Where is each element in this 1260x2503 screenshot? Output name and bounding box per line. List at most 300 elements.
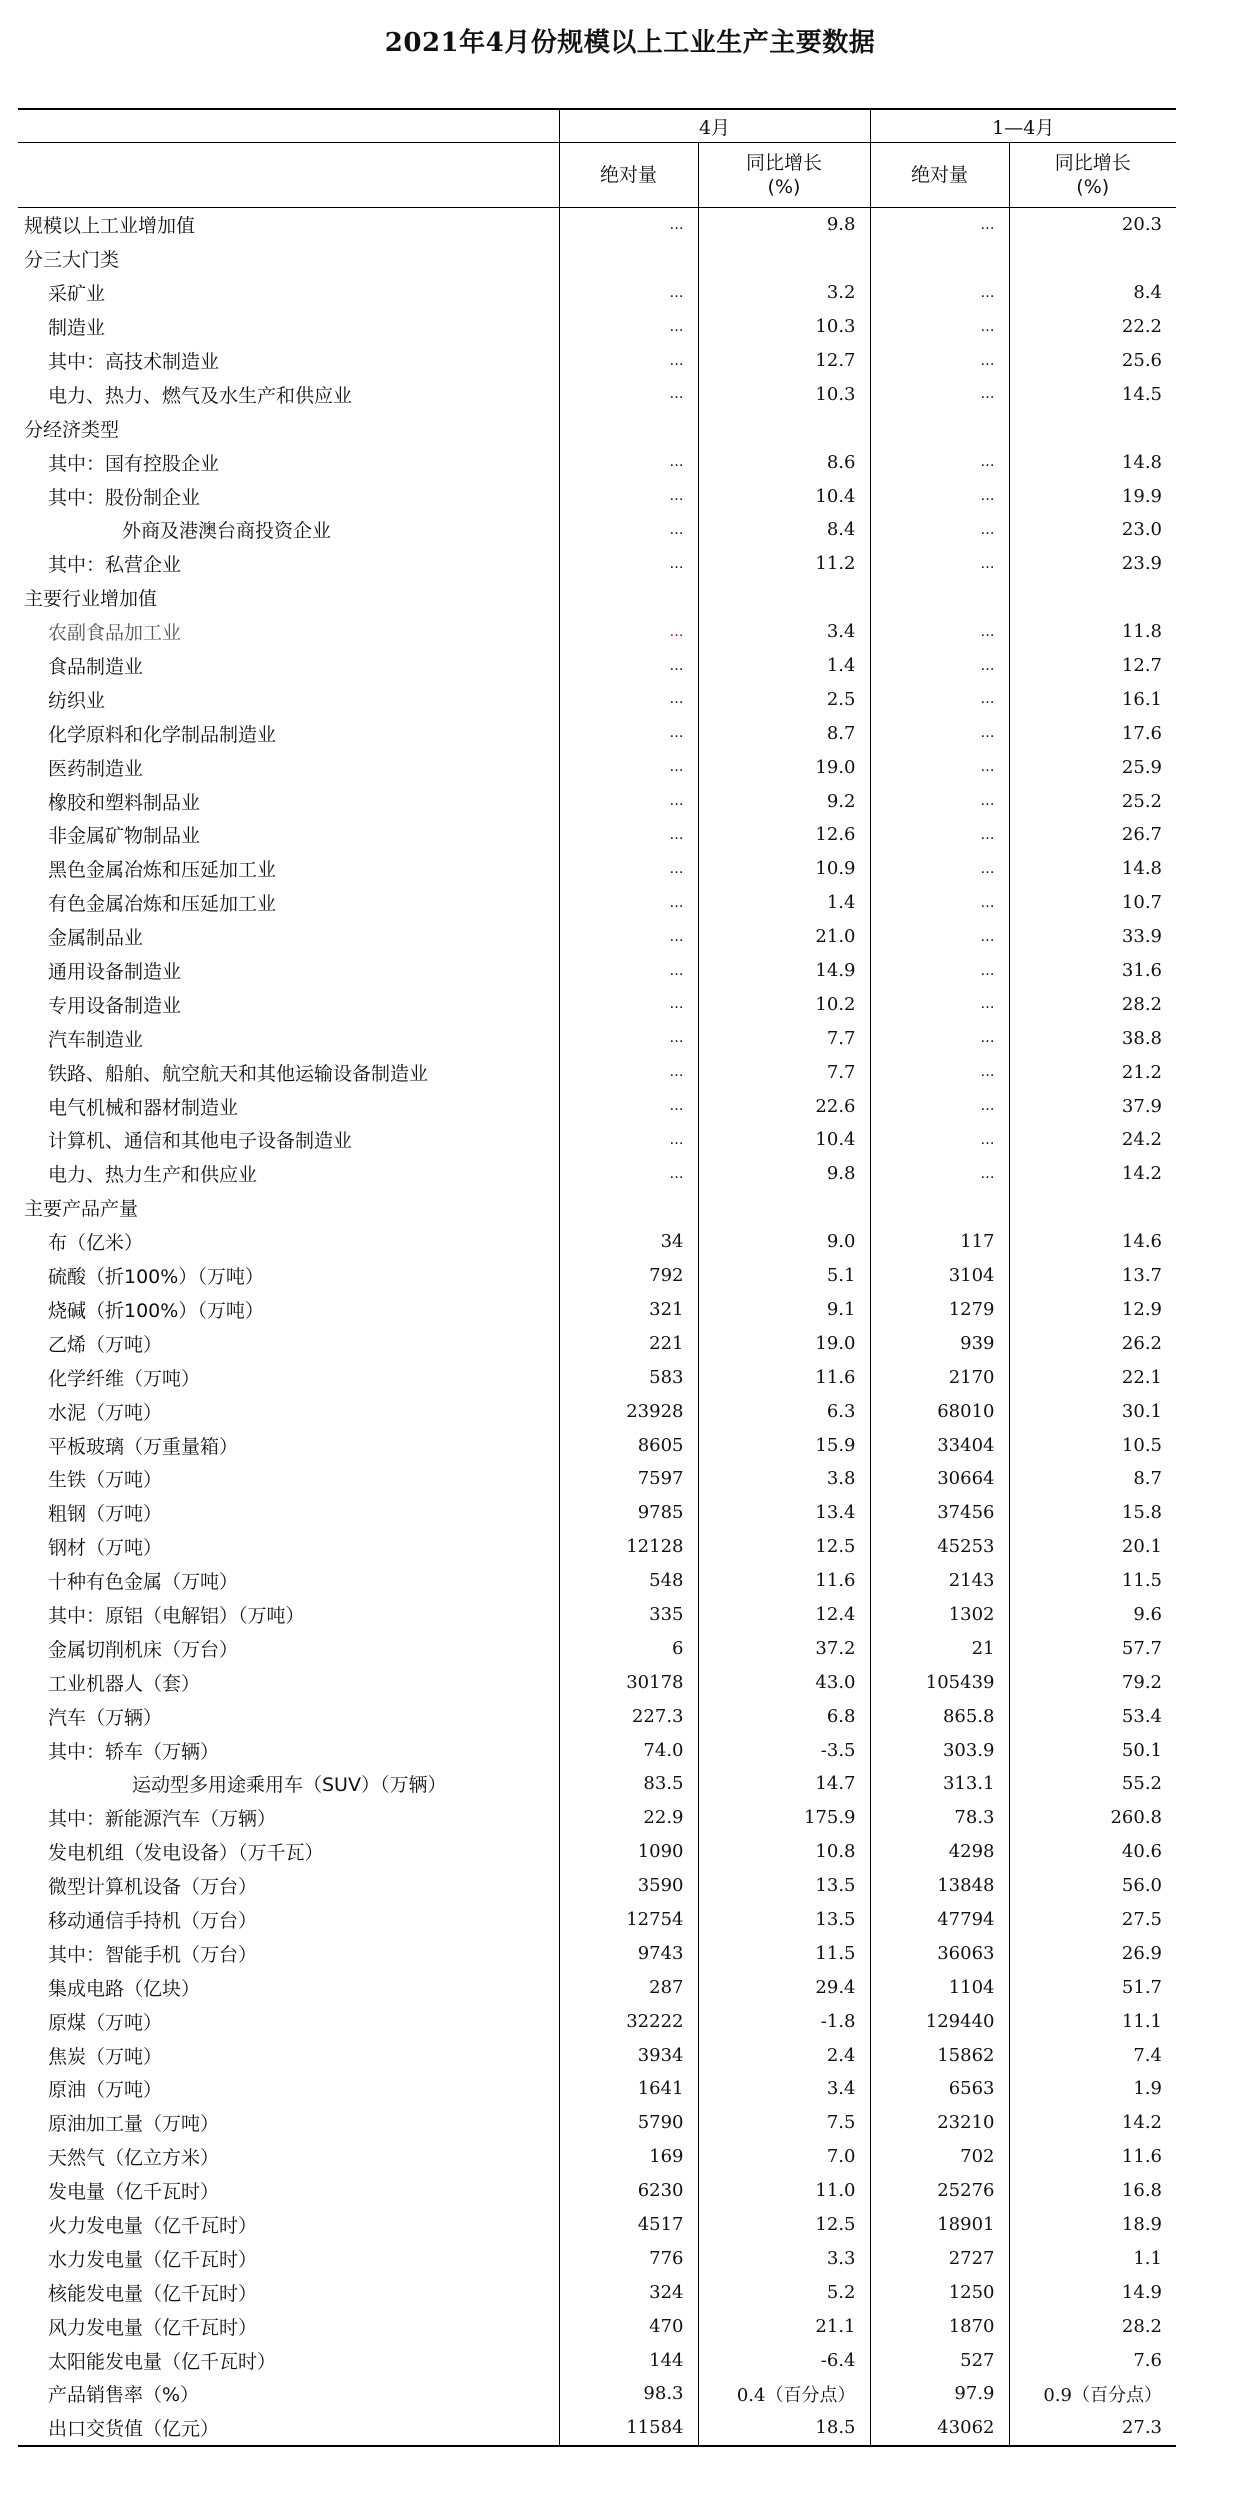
cell-month-yoy: 2.5 xyxy=(698,682,870,716)
cell-ytd-abs: 43062 xyxy=(870,2411,1009,2446)
row-label: 焦炭（万吨） xyxy=(48,2045,163,2068)
cell-ytd-yoy: 38.8 xyxy=(1009,1021,1176,1055)
cell-month-abs: 335 xyxy=(559,1598,698,1632)
cell-month-yoy: 7.7 xyxy=(698,1055,870,1089)
cell-month-yoy: 3.4 xyxy=(698,2072,870,2106)
table-row xyxy=(18,2208,1176,2242)
header-yoy-month xyxy=(698,143,870,208)
row-label: 原煤（万吨） xyxy=(48,2011,163,2034)
row-label: 其中：轿车（万辆） xyxy=(48,1740,220,1763)
cell-month-yoy: 9.8 xyxy=(698,1157,870,1191)
cell-month-abs: 1090 xyxy=(559,1835,698,1869)
table-row xyxy=(18,1157,1176,1191)
cell-month-abs: 9743 xyxy=(559,1936,698,1970)
row-label: 天然气（亿立方米） xyxy=(48,2147,220,2170)
cell-month-abs: 144 xyxy=(559,2343,698,2377)
header-yoy-label: 同比增长 xyxy=(745,152,822,174)
cell-ytd-abs: 702 xyxy=(870,2140,1009,2174)
cell-ytd-abs: 865.8 xyxy=(870,1699,1009,1733)
cell-ytd-abs: 68010 xyxy=(870,1394,1009,1428)
table-row xyxy=(18,1631,1176,1665)
cell-ytd-abs xyxy=(870,411,1009,445)
cell-month-abs: 83.5 xyxy=(559,1767,698,1801)
table-row xyxy=(18,1293,1176,1327)
cell-month-abs: 22.9 xyxy=(559,1801,698,1835)
cell-month-abs: 8605 xyxy=(559,1428,698,1462)
cell-ytd-abs: 527 xyxy=(870,2343,1009,2377)
cell-ytd-abs: 939 xyxy=(870,1326,1009,1360)
cell-month-yoy: 10.3 xyxy=(698,377,870,411)
cell-month-abs: … xyxy=(559,818,698,852)
cell-month-yoy: 11.5 xyxy=(698,1936,870,1970)
cell-month-yoy: 12.4 xyxy=(698,1598,870,1632)
row-label: 产品销售率（%） xyxy=(48,2384,200,2407)
cell-month-yoy: 8.7 xyxy=(698,716,870,750)
cell-month-abs: 74.0 xyxy=(559,1733,698,1767)
table-row xyxy=(18,242,1176,276)
cell-ytd-abs: … xyxy=(870,377,1009,411)
table-row xyxy=(18,2377,1176,2411)
table-row xyxy=(18,1326,1176,1360)
cell-month-abs: … xyxy=(559,445,698,479)
cell-ytd-abs: 6563 xyxy=(870,2072,1009,2106)
row-label: 电力、热力生产和供应业 xyxy=(48,1164,258,1187)
cell-month-abs: 5790 xyxy=(559,2106,698,2140)
cell-month-yoy: 21.1 xyxy=(698,2309,870,2343)
cell-ytd-yoy: 7.4 xyxy=(1009,2038,1176,2072)
cell-ytd-yoy: 24.2 xyxy=(1009,1123,1176,1157)
cell-ytd-yoy xyxy=(1009,581,1176,615)
cell-month-abs: 98.3 xyxy=(559,2377,698,2411)
table-row xyxy=(18,784,1176,818)
cell-ytd-abs: … xyxy=(870,1055,1009,1089)
row-label: 电气机械和器材制造业 xyxy=(48,1096,239,1119)
table-row xyxy=(18,377,1176,411)
table-row xyxy=(18,2106,1176,2140)
cell-month-yoy: 6.8 xyxy=(698,1699,870,1733)
cell-month-yoy: 1.4 xyxy=(698,886,870,920)
cell-ytd-yoy: 37.9 xyxy=(1009,1089,1176,1123)
cell-ytd-yoy: 79.2 xyxy=(1009,1665,1176,1699)
table-row xyxy=(18,1191,1176,1225)
cell-ytd-abs: … xyxy=(870,1021,1009,1055)
cell-month-abs: … xyxy=(559,547,698,581)
cell-ytd-yoy xyxy=(1009,1191,1176,1225)
row-label: 集成电路（亿块） xyxy=(48,1977,201,2000)
cell-ytd-abs: 1279 xyxy=(870,1293,1009,1327)
cell-ytd-yoy: 11.1 xyxy=(1009,2004,1176,2038)
cell-month-abs: 6230 xyxy=(559,2174,698,2208)
cell-month-yoy: 37.2 xyxy=(698,1631,870,1665)
cell-month-yoy: 0.4（百分点） xyxy=(698,2377,870,2411)
cell-ytd-yoy: 14.8 xyxy=(1009,445,1176,479)
cell-ytd-yoy: 11.8 xyxy=(1009,615,1176,649)
cell-month-yoy: 14.7 xyxy=(698,1767,870,1801)
row-label: 平板玻璃（万重量箱） xyxy=(48,1435,239,1458)
cell-ytd-abs: … xyxy=(870,547,1009,581)
table-row xyxy=(18,1665,1176,1699)
header-yoy-ytd xyxy=(1009,143,1176,208)
cell-month-yoy: 9.0 xyxy=(698,1225,870,1259)
row-label: 黑色金属冶炼和压延加工业 xyxy=(48,859,277,882)
cell-month-abs: 3590 xyxy=(559,1869,698,1903)
row-label: 原油加工量（万吨） xyxy=(48,2113,220,2136)
table-row xyxy=(18,2072,1176,2106)
cell-ytd-abs: … xyxy=(870,513,1009,547)
cell-ytd-abs: 1302 xyxy=(870,1598,1009,1632)
cell-month-abs xyxy=(559,242,698,276)
table-row xyxy=(18,2241,1176,2275)
cell-ytd-yoy: 26.7 xyxy=(1009,818,1176,852)
row-label: 其中：原铝（电解铝）（万吨） xyxy=(48,1604,305,1627)
cell-month-abs: … xyxy=(559,1123,698,1157)
cell-ytd-abs: … xyxy=(870,344,1009,378)
cell-month-yoy: 12.5 xyxy=(698,1530,870,1564)
cell-ytd-abs: … xyxy=(870,750,1009,784)
row-label: 水力发电量（亿千瓦时） xyxy=(48,2248,258,2271)
cell-month-yoy: 5.1 xyxy=(698,1259,870,1293)
cell-month-yoy: 10.4 xyxy=(698,1123,870,1157)
row-label: 制造业 xyxy=(48,317,106,340)
table-row xyxy=(18,852,1176,886)
cell-month-yoy: 9.8 xyxy=(698,208,870,242)
cell-month-yoy: 10.3 xyxy=(698,310,870,344)
cell-ytd-yoy: 10.7 xyxy=(1009,886,1176,920)
cell-ytd-yoy: 26.2 xyxy=(1009,1326,1176,1360)
cell-ytd-abs xyxy=(870,1191,1009,1225)
row-label: 医药制造业 xyxy=(48,757,144,780)
cell-ytd-yoy: 16.1 xyxy=(1009,682,1176,716)
cell-ytd-yoy: 28.2 xyxy=(1009,2309,1176,2343)
cell-month-abs: … xyxy=(559,852,698,886)
cell-ytd-abs: 47794 xyxy=(870,1903,1009,1937)
table-row xyxy=(18,2343,1176,2377)
cell-ytd-abs: … xyxy=(870,479,1009,513)
row-label: 计算机、通信和其他电子设备制造业 xyxy=(48,1130,353,1153)
cell-month-yoy: -3.5 xyxy=(698,1733,870,1767)
cell-month-abs: 324 xyxy=(559,2275,698,2309)
cell-month-yoy: 10.9 xyxy=(698,852,870,886)
cell-month-abs: 34 xyxy=(559,1225,698,1259)
cell-month-yoy: 21.0 xyxy=(698,920,870,954)
row-label: 电力、热力、燃气及水生产和供应业 xyxy=(48,384,353,407)
cell-ytd-abs: 36063 xyxy=(870,1936,1009,1970)
cell-month-yoy: 13.5 xyxy=(698,1869,870,1903)
header-blank-2 xyxy=(18,143,559,208)
cell-month-abs: 1641 xyxy=(559,2072,698,2106)
cell-month-abs: … xyxy=(559,649,698,683)
row-label: 烧碱（折100%）（万吨） xyxy=(48,1299,264,1322)
row-label: 微型计算机设备（万台） xyxy=(48,1876,258,1899)
cell-month-yoy: 9.1 xyxy=(698,1293,870,1327)
cell-month-yoy xyxy=(698,1191,870,1225)
cell-ytd-abs: 3104 xyxy=(870,1259,1009,1293)
table-row xyxy=(18,886,1176,920)
cell-month-abs: … xyxy=(559,1157,698,1191)
cell-month-abs: … xyxy=(559,954,698,988)
row-label: 橡胶和塑料制品业 xyxy=(48,791,201,814)
cell-month-abs: … xyxy=(559,310,698,344)
cell-ytd-abs: … xyxy=(870,445,1009,479)
cell-ytd-yoy: 20.1 xyxy=(1009,1530,1176,1564)
table-row xyxy=(18,1869,1176,1903)
cell-ytd-abs: 303.9 xyxy=(870,1733,1009,1767)
cell-month-abs: 11584 xyxy=(559,2411,698,2446)
header-blank xyxy=(18,109,559,143)
cell-ytd-abs: … xyxy=(870,1123,1009,1157)
cell-ytd-abs: 30664 xyxy=(870,1462,1009,1496)
table-row xyxy=(18,208,1176,242)
cell-month-yoy: 11.6 xyxy=(698,1360,870,1394)
row-label: 化学纤维（万吨） xyxy=(48,1367,201,1390)
cell-month-yoy: 1.4 xyxy=(698,649,870,683)
cell-month-yoy xyxy=(698,581,870,615)
table-row xyxy=(18,2004,1176,2038)
table-row xyxy=(18,1598,1176,1632)
cell-ytd-abs: 25276 xyxy=(870,2174,1009,2208)
cell-month-yoy: 8.6 xyxy=(698,445,870,479)
cell-month-abs xyxy=(559,411,698,445)
header-row-periods xyxy=(18,109,1176,143)
row-label: 钢材（万吨） xyxy=(48,1537,163,1560)
cell-ytd-abs: … xyxy=(870,716,1009,750)
row-label: 运动型多用途乘用车（SUV）（万辆） xyxy=(132,1774,447,1797)
cell-ytd-abs: … xyxy=(870,987,1009,1021)
row-label: 金属制品业 xyxy=(48,927,144,950)
row-label: 原油（万吨） xyxy=(48,2079,163,2102)
cell-ytd-abs: 45253 xyxy=(870,1530,1009,1564)
cell-ytd-yoy: 23.0 xyxy=(1009,513,1176,547)
cell-month-yoy: 10.4 xyxy=(698,479,870,513)
cell-ytd-yoy: 7.6 xyxy=(1009,2343,1176,2377)
table-row xyxy=(18,310,1176,344)
cell-ytd-abs: 117 xyxy=(870,1225,1009,1259)
cell-ytd-abs: 97.9 xyxy=(870,2377,1009,2411)
cell-ytd-yoy: 22.1 xyxy=(1009,1360,1176,1394)
cell-ytd-yoy: 14.2 xyxy=(1009,1157,1176,1191)
cell-month-abs: 321 xyxy=(559,1293,698,1327)
table-row xyxy=(18,2038,1176,2072)
cell-month-abs: 776 xyxy=(559,2241,698,2275)
cell-month-yoy: 7.5 xyxy=(698,2106,870,2140)
cell-month-abs: … xyxy=(559,1089,698,1123)
cell-month-yoy xyxy=(698,242,870,276)
cell-ytd-yoy: 14.2 xyxy=(1009,2106,1176,2140)
table-row xyxy=(18,1530,1176,1564)
header-yoy-unit: (%) xyxy=(767,176,801,198)
cell-ytd-yoy: 55.2 xyxy=(1009,1767,1176,1801)
table-row xyxy=(18,987,1176,1021)
table-row xyxy=(18,581,1176,615)
header-yoy-unit: (%) xyxy=(1076,176,1110,198)
row-label: 汽车（万辆） xyxy=(48,1706,163,1729)
cell-month-yoy: -6.4 xyxy=(698,2343,870,2377)
cell-month-yoy: 19.0 xyxy=(698,1326,870,1360)
row-label: 农副食品加工业 xyxy=(48,622,182,645)
cell-ytd-yoy: 25.9 xyxy=(1009,750,1176,784)
cell-month-abs: … xyxy=(559,1021,698,1055)
row-label: 发电量（亿千瓦时） xyxy=(48,2181,220,2204)
row-label: 太阳能发电量（亿千瓦时） xyxy=(48,2350,277,2373)
cell-month-abs: … xyxy=(559,716,698,750)
cell-month-yoy: -1.8 xyxy=(698,2004,870,2038)
cell-ytd-abs: 37456 xyxy=(870,1496,1009,1530)
cell-ytd-yoy: 1.1 xyxy=(1009,2241,1176,2275)
cell-ytd-yoy: 11.5 xyxy=(1009,1564,1176,1598)
cell-month-yoy: 3.3 xyxy=(698,2241,870,2275)
cell-ytd-abs: … xyxy=(870,852,1009,886)
table-row xyxy=(18,513,1176,547)
cell-month-yoy: 29.4 xyxy=(698,1970,870,2004)
row-label: 其中：国有控股企业 xyxy=(48,452,220,475)
table-row xyxy=(18,445,1176,479)
cell-ytd-abs: … xyxy=(870,1157,1009,1191)
cell-ytd-yoy: 57.7 xyxy=(1009,1631,1176,1665)
row-label: 粗钢（万吨） xyxy=(48,1503,163,1526)
row-label: 主要行业增加值 xyxy=(24,588,158,611)
cell-month-abs: 7597 xyxy=(559,1462,698,1496)
cell-month-abs: 6 xyxy=(559,1631,698,1665)
table-row xyxy=(18,1496,1176,1530)
cell-month-yoy: 3.8 xyxy=(698,1462,870,1496)
cell-month-abs: … xyxy=(559,377,698,411)
row-label: 其中：私营企业 xyxy=(48,554,182,577)
cell-ytd-yoy: 12.9 xyxy=(1009,1293,1176,1327)
cell-ytd-yoy: 8.7 xyxy=(1009,1462,1176,1496)
row-label: 其中：新能源汽车（万辆） xyxy=(48,1808,277,1831)
cell-month-abs: 3934 xyxy=(559,2038,698,2072)
row-label: 纺织业 xyxy=(48,689,106,712)
table-row xyxy=(18,682,1176,716)
cell-month-abs: … xyxy=(559,513,698,547)
cell-ytd-yoy: 16.8 xyxy=(1009,2174,1176,2208)
cell-month-abs: 221 xyxy=(559,1326,698,1360)
table-row xyxy=(18,1021,1176,1055)
cell-ytd-abs: … xyxy=(870,886,1009,920)
cell-month-yoy: 12.7 xyxy=(698,344,870,378)
cell-month-abs xyxy=(559,1191,698,1225)
cell-ytd-abs: … xyxy=(870,682,1009,716)
cell-ytd-abs: 105439 xyxy=(870,1665,1009,1699)
table-row xyxy=(18,547,1176,581)
cell-month-yoy xyxy=(698,411,870,445)
cell-month-abs: 12128 xyxy=(559,1530,698,1564)
table-row xyxy=(18,2140,1176,2174)
row-label: 分经济类型 xyxy=(24,418,120,441)
table-row xyxy=(18,615,1176,649)
cell-ytd-abs: 15862 xyxy=(870,2038,1009,2072)
cell-ytd-abs: 13848 xyxy=(870,1869,1009,1903)
cell-ytd-abs: … xyxy=(870,615,1009,649)
row-label: 其中：高技术制造业 xyxy=(48,351,220,373)
table-row xyxy=(18,1259,1176,1293)
row-label: 非金属矿物制品业 xyxy=(48,825,201,848)
cell-month-yoy: 12.5 xyxy=(698,2208,870,2242)
cell-month-abs: 548 xyxy=(559,1564,698,1598)
cell-month-yoy: 11.2 xyxy=(698,547,870,581)
row-label: 火力发电量（亿千瓦时） xyxy=(48,2214,258,2237)
cell-ytd-yoy xyxy=(1009,242,1176,276)
header-abs-month: 绝对量 xyxy=(559,143,698,208)
cell-ytd-abs: 18901 xyxy=(870,2208,1009,2242)
table-row xyxy=(18,818,1176,852)
cell-month-abs: … xyxy=(559,479,698,513)
cell-month-abs: 32222 xyxy=(559,2004,698,2038)
cell-ytd-yoy: 10.5 xyxy=(1009,1428,1176,1462)
cell-ytd-abs: … xyxy=(870,784,1009,818)
table-row xyxy=(18,2174,1176,2208)
cell-month-yoy: 10.8 xyxy=(698,1835,870,1869)
cell-month-yoy: 7.0 xyxy=(698,2140,870,2174)
cell-month-yoy: 3.2 xyxy=(698,276,870,310)
row-label: 铁路、船舶、航空航天和其他运输设备制造业 xyxy=(48,1062,429,1085)
cell-month-abs: … xyxy=(559,682,698,716)
cell-ytd-abs: … xyxy=(870,276,1009,310)
cell-month-yoy: 18.5 xyxy=(698,2411,870,2446)
row-label: 通用设备制造业 xyxy=(48,961,182,984)
cell-ytd-yoy: 17.6 xyxy=(1009,716,1176,750)
table-row xyxy=(18,954,1176,988)
cell-ytd-yoy: 14.6 xyxy=(1009,1225,1176,1259)
cell-ytd-abs: 2170 xyxy=(870,1360,1009,1394)
row-label: 化学原料和化学制品制造业 xyxy=(48,723,277,746)
table-row xyxy=(18,1123,1176,1157)
cell-month-abs: 792 xyxy=(559,1259,698,1293)
cell-month-abs: … xyxy=(559,784,698,818)
data-table xyxy=(18,108,1176,2447)
row-label: 硫酸（折100%）（万吨） xyxy=(48,1266,264,1289)
row-label: 风力发电量（亿千瓦时） xyxy=(48,2316,258,2339)
cell-month-abs xyxy=(559,581,698,615)
row-label: 生铁（万吨） xyxy=(48,1469,163,1492)
row-label: 发电机组（发电设备）（万千瓦） xyxy=(48,1842,324,1865)
cell-ytd-abs: 2143 xyxy=(870,1564,1009,1598)
cell-ytd-abs: 23210 xyxy=(870,2106,1009,2140)
cell-month-abs: 169 xyxy=(559,2140,698,2174)
table-row xyxy=(18,1564,1176,1598)
cell-ytd-yoy: 28.2 xyxy=(1009,987,1176,1021)
cell-month-yoy: 7.7 xyxy=(698,1021,870,1055)
cell-ytd-abs: … xyxy=(870,208,1009,242)
row-label: 水泥（万吨） xyxy=(48,1401,163,1424)
row-label: 金属切削机床（万台） xyxy=(48,1638,239,1661)
cell-ytd-yoy: 19.9 xyxy=(1009,479,1176,513)
table-row xyxy=(18,2309,1176,2343)
row-label: 其中：股份制企业 xyxy=(48,486,201,509)
cell-ytd-abs: 33404 xyxy=(870,1428,1009,1462)
cell-month-abs: 470 xyxy=(559,2309,698,2343)
cell-month-yoy: 5.2 xyxy=(698,2275,870,2309)
table-row xyxy=(18,1428,1176,1462)
cell-ytd-yoy: 14.5 xyxy=(1009,377,1176,411)
cell-month-abs: 9785 xyxy=(559,1496,698,1530)
cell-month-abs: 583 xyxy=(559,1360,698,1394)
cell-month-abs: … xyxy=(559,615,698,649)
cell-month-yoy: 19.0 xyxy=(698,750,870,784)
row-label: 工业机器人（套） xyxy=(48,1672,201,1695)
cell-month-abs: … xyxy=(559,920,698,954)
row-label: 主要产品产量 xyxy=(24,1198,139,1221)
row-label: 布（亿米） xyxy=(48,1232,144,1255)
cell-ytd-abs: … xyxy=(870,818,1009,852)
cell-month-yoy: 12.6 xyxy=(698,818,870,852)
table-row xyxy=(18,649,1176,683)
cell-month-abs: … xyxy=(559,750,698,784)
header-abs-ytd: 绝对量 xyxy=(870,143,1009,208)
cell-ytd-abs: 129440 xyxy=(870,2004,1009,2038)
row-label: 规模以上工业增加值 xyxy=(24,215,196,238)
table-row xyxy=(18,716,1176,750)
